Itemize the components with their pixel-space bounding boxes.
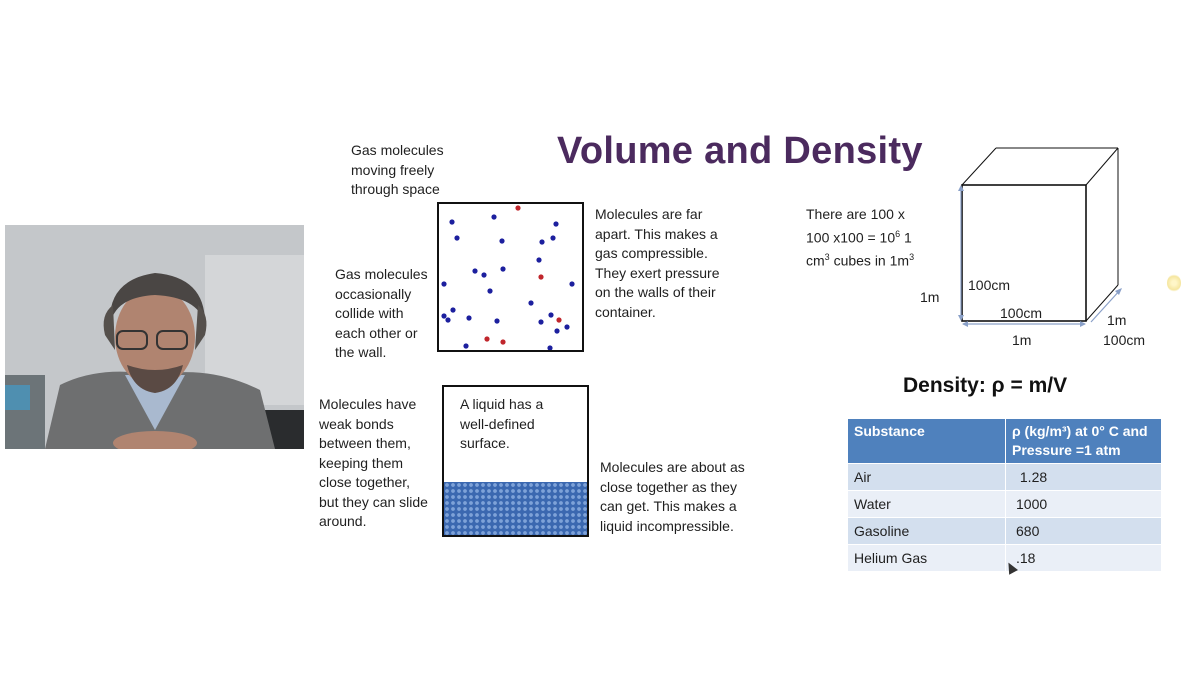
gas-molecule (500, 266, 505, 271)
gas-caption-top: Gas molecules moving freely through space (351, 142, 444, 197)
gas-molecule (450, 307, 455, 312)
gas-molecule (481, 272, 486, 277)
gas-molecule-red (515, 205, 520, 210)
gas-molecules (439, 204, 582, 350)
gas-molecule (564, 324, 569, 329)
gas-molecule (466, 315, 471, 320)
gas-molecule-red (538, 274, 543, 279)
gas-molecule-red (500, 339, 505, 344)
gas-molecule (487, 288, 492, 293)
glare-spot (1167, 274, 1181, 292)
cube-description (806, 205, 914, 271)
gas-molecule (554, 328, 559, 333)
gas-molecule (445, 317, 450, 322)
cell-substance: Gasoline (848, 518, 1006, 545)
gas-caption-right: Molecules are far apart. This makes a gas compressible. They exert pressure on the walls of their container. (595, 206, 720, 320)
webcam-video-feed (5, 225, 304, 449)
presenter-image (5, 225, 304, 449)
gas-molecule (441, 313, 446, 318)
cell-substance: Water (848, 491, 1006, 518)
table-row (848, 491, 1161, 518)
slide-title: Volume and Density (557, 130, 923, 172)
liquid-container-diagram (442, 385, 589, 537)
gas-molecule (454, 235, 459, 240)
gas-molecule (548, 312, 553, 317)
gas-molecule (494, 318, 499, 323)
gas-molecule (472, 268, 477, 273)
cell-density: .18 (1006, 545, 1162, 572)
header-substance: Substance (848, 419, 1006, 464)
gas-molecule (547, 345, 552, 350)
gas-molecule (499, 238, 504, 243)
gas-molecule-red (556, 317, 561, 322)
gas-molecule (528, 300, 533, 305)
gas-molecule-red (484, 336, 489, 341)
cell-density: 1.28 (1006, 464, 1162, 491)
gas-molecule (539, 239, 544, 244)
gas-molecule (538, 319, 543, 324)
gas-molecule (491, 214, 496, 219)
header-density-value: ρ (kg/m³) at 0° C and Pressure =1 atm (1006, 419, 1162, 464)
cube-label-inner-width: 100cm (1000, 305, 1043, 321)
density-heading: Density: ρ = m/V (903, 374, 1068, 397)
gas-molecule (449, 219, 454, 224)
density-table (848, 419, 1161, 571)
table-row (848, 464, 1161, 491)
cell-density: 1000 (1006, 491, 1162, 518)
density-table-header (848, 419, 1161, 464)
gas-caption-left: Gas molecules occasionally collide with each other or the wall. (335, 266, 428, 360)
cube-label-depth-100cm: 100cm (1103, 332, 1146, 348)
liquid-molecules-fill (444, 482, 587, 535)
liquid-caption-right: Molecules are about as close together as they can get. This makes a liquid incompressible. (600, 459, 745, 534)
cell-substance: Helium Gas (848, 545, 1006, 572)
cube-label-inner-height: 100cm (968, 277, 1011, 293)
gas-molecule (569, 281, 574, 286)
gas-molecule (553, 221, 558, 226)
gas-molecule (550, 235, 555, 240)
liquid-caption-inside: A liquid has a well-defined surface. (460, 396, 544, 451)
liquid-caption-left: Molecules have weak bonds between them, keeping them close together, but they can slide around. (319, 396, 428, 529)
cell-substance: Air (848, 464, 1006, 491)
cube-label-left-1m: 1m (920, 289, 940, 305)
cell-density: 680 (1006, 518, 1162, 545)
gas-molecule (441, 281, 446, 286)
gas-container-diagram (437, 202, 584, 352)
cube-diagram (950, 140, 1140, 340)
cube-label-bottom-1m: 1m (1012, 332, 1032, 348)
gas-molecule (463, 343, 468, 348)
cube-description-line3: $cm^3$ cubes in $1m^3$ (806, 251, 915, 269)
cube-description-line2: 100 $x100 = 10^6$ 1 (806, 228, 912, 246)
cube-label-depth-1m: 1m (1107, 312, 1127, 328)
gas-molecule (536, 257, 541, 262)
table-row (848, 518, 1161, 545)
cube-description-line1: There are 100 x (806, 206, 905, 222)
